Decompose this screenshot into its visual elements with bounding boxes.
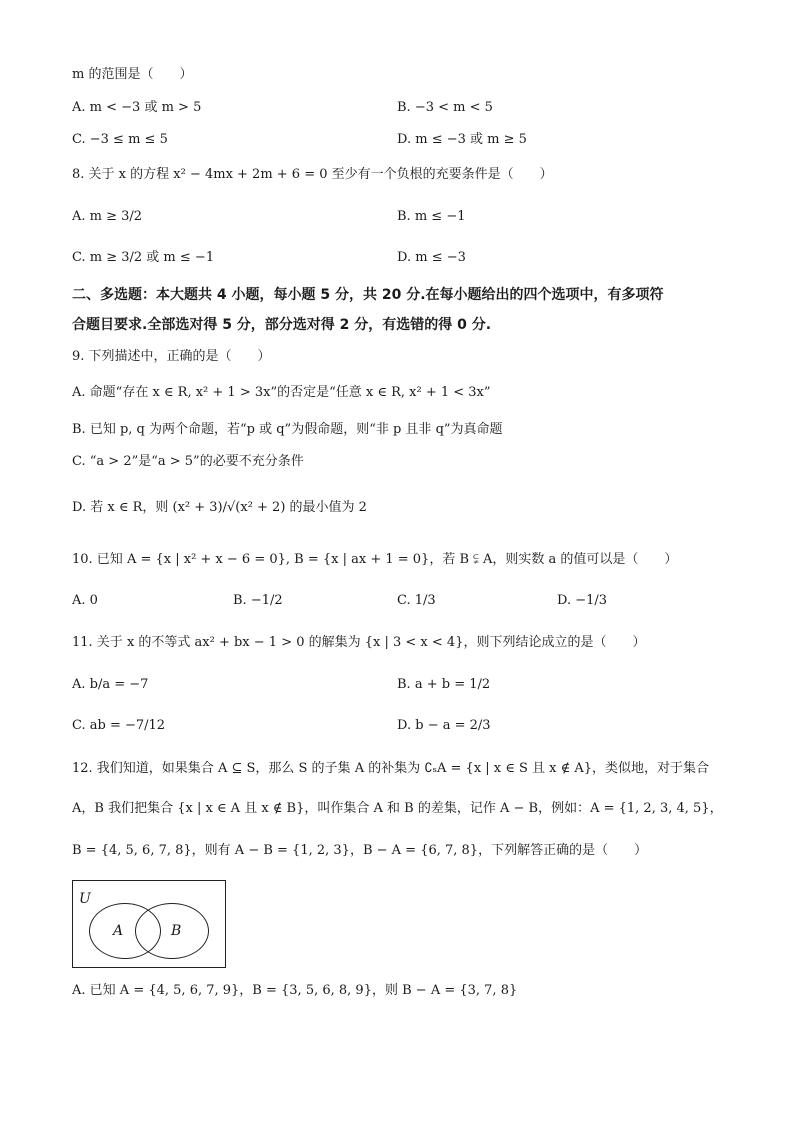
q7-stem-tail: m 的范围是（ ） — [72, 67, 193, 82]
q8-option-c: C. m ≥ 3/2 或 m ≤ −1 — [72, 250, 215, 265]
q9-option-a: A. 命题“存在 x ∈ R, x² + 1 > 3x”的否定是“任意 x ∈ R, x² + 1 < 3x” — [72, 385, 491, 400]
venn-universe-label: U — [79, 891, 91, 907]
q12-stem-line1: 12. 我们知道，如果集合 A ⊆ S，那么 S 的子集 A 的补集为 ∁ₛA = {x | x ∈ S 且 x ∉ A}，类似地，对于集合 — [72, 761, 710, 776]
q12-stem-line3: B = {4, 5, 6, 7, 8}，则有 A − B = {1, 2, 3}，B − A = {6, 7, 8}，下列解答正确的是（ ） — [72, 843, 648, 858]
q12-stem-line2: A，B 我们把集合 {x | x ∈ A 且 x ∉ B}，叫作集合 A 和 B 的差集，记作 A − B，例如：A = {1, 2, 3, 4, 5}， — [72, 801, 723, 816]
section-2-title-line1: 二、多选题：本大题共 4 小题，每小题 5 分，共 20 分.在每小题给出的四个选项中，有多项符 — [72, 287, 664, 303]
venn-diagram — [72, 880, 226, 968]
q11-option-d: D. b − a = 2/3 — [397, 718, 491, 733]
q11-stem: 11. 关于 x 的不等式 ax² + bx − 1 > 0 的解集为 {x | 3 < x < 4}，则下列结论成立的是（ ） — [72, 635, 646, 650]
q10-option-a: A. 0 — [72, 593, 98, 608]
q9-option-c: C. “a > 2”是“a > 5”的必要不充分条件 — [72, 454, 304, 469]
q9-option-d: D. 若 x ∈ R，则 (x² + 3)/√(x² + 2) 的最小值为 2 — [72, 500, 367, 515]
q9-stem: 9. 下列描述中，正确的是（ ） — [72, 349, 271, 364]
venn-set-a-label: A — [113, 923, 124, 939]
q11-option-c: C. ab = −7/12 — [72, 718, 166, 733]
section-2-title-line2: 合题目要求.全部选对得 5 分，部分选对得 2 分，有选错的得 0 分. — [72, 317, 492, 333]
q7-option-c: C. −3 ≤ m ≤ 5 — [72, 132, 168, 147]
q12-option-a: A. 已知 A = {4, 5, 6, 7, 9}，B = {3, 5, 6, 8, 9}，则 B − A = {3, 7, 8} — [72, 983, 518, 998]
q8-stem: 8. 关于 x 的方程 x² − 4mx + 2m + 6 = 0 至少有一个负根的充要条件是（ ） — [72, 167, 553, 182]
q11-option-b: B. a + b = 1/2 — [397, 677, 491, 692]
q10-option-c: C. 1/3 — [397, 593, 436, 608]
q7-option-d: D. m ≤ −3 或 m ≥ 5 — [397, 132, 527, 147]
q9-option-b: B. 已知 p, q 为两个命题，若“p 或 q”为假命题，则“非 p 且非 q”为真命题 — [72, 422, 503, 437]
q8-option-d: D. m ≤ −3 — [397, 250, 466, 265]
q10-stem: 10. 已知 A = {x | x² + x − 6 = 0}, B = {x | ax + 1 = 0}，若 B ⫋ A，则实数 a 的值可以是（ ） — [72, 552, 678, 567]
q7-option-a: A. m < −3 或 m > 5 — [72, 100, 202, 115]
q11-option-a: A. b/a = −7 — [72, 677, 149, 692]
q10-option-d: D. −1/3 — [557, 593, 608, 608]
q8-option-b: B. m ≤ −1 — [397, 209, 466, 224]
q7-option-b: B. −3 < m < 5 — [397, 100, 493, 115]
q8-option-a: A. m ≥ 3/2 — [72, 209, 143, 224]
venn-set-b-label: B — [171, 923, 182, 939]
q10-option-b: B. −1/2 — [233, 593, 283, 608]
